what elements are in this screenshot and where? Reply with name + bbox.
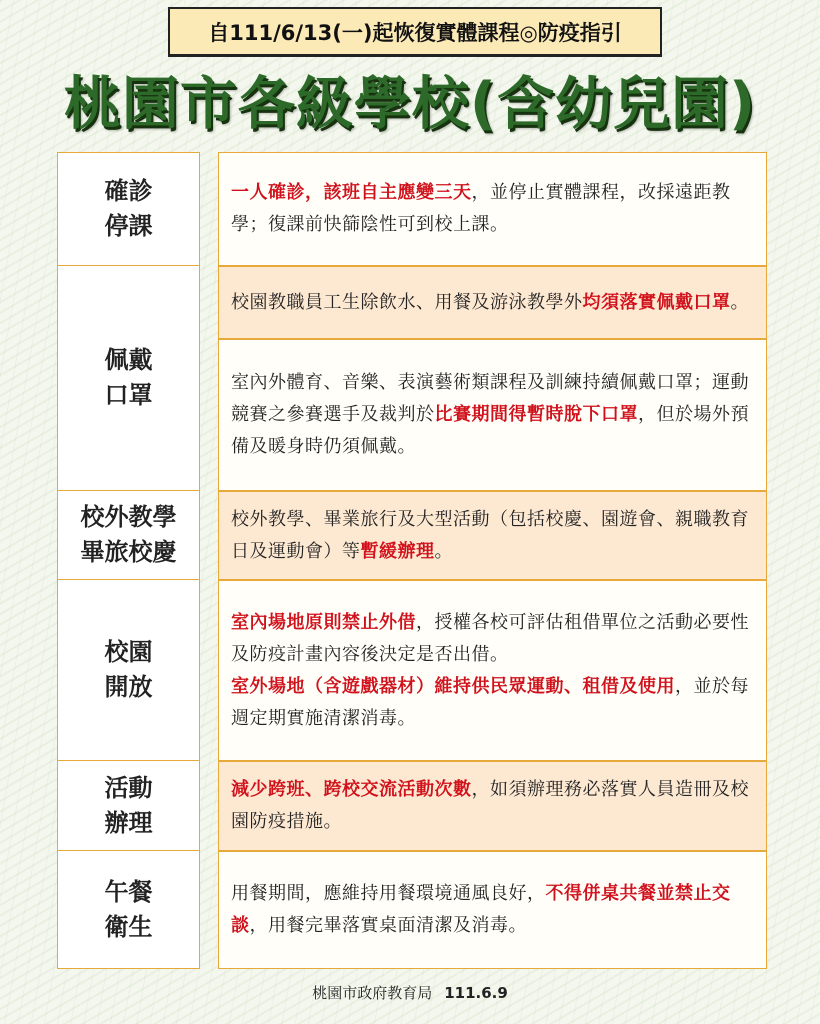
category-lunch-hygiene bbox=[57, 851, 200, 969]
guideline-cell bbox=[218, 152, 767, 266]
category-label-line2: 辦理 bbox=[104, 808, 153, 837]
body-text: ，並停止實體課程，改採遠距教學；復課前快篩陰性可到校上課。 bbox=[231, 182, 731, 235]
highlight-text: 減少跨班、跨校交流活動次數 bbox=[231, 779, 472, 800]
body-text: 校園教職員工生除飲水、用餐及游泳教學外 bbox=[231, 291, 583, 313]
category-label-line2: 衛生 bbox=[104, 912, 153, 941]
guideline-cell bbox=[218, 851, 767, 969]
category-field-trips bbox=[57, 491, 200, 580]
category-masks bbox=[57, 266, 200, 491]
guideline-cell bbox=[218, 266, 767, 339]
body-text: ，但於場外預備及暖身時仍須佩戴。 bbox=[231, 404, 749, 457]
body-text: ，並於每週定期實施清潔消毒。 bbox=[231, 675, 749, 729]
body-text: 校外教學、畢業旅行及大型活動（包括校慶、園遊會、親職教育日及運動會）等 bbox=[231, 508, 749, 562]
category-label-line1: 校外教學 bbox=[80, 503, 177, 532]
highlight-text: 室內場地原則禁止外借 bbox=[231, 611, 416, 633]
body-text: ，授權各校可評估租借單位之活動必要性及防疫計畫內容後決定是否出借。 bbox=[231, 611, 749, 665]
guideline-cell bbox=[218, 339, 767, 491]
category-label-line1: 確診 bbox=[104, 177, 153, 206]
highlight-text: 暫緩辦理 bbox=[360, 540, 435, 562]
category-label-line1: 校園 bbox=[104, 638, 153, 667]
page-title: 桃園市各級學校(含幼兒園) bbox=[63, 71, 757, 137]
guideline-cell bbox=[218, 761, 767, 851]
highlight-text: 均須落實佩戴口罩 bbox=[582, 291, 731, 313]
guideline-cell bbox=[218, 491, 767, 580]
body-text: 。 bbox=[730, 291, 749, 313]
header-banner: 自111/6/13(一)起恢復實體課程◎防疫指引 bbox=[168, 7, 662, 57]
category-label-line1: 佩戴 bbox=[104, 346, 153, 375]
footer bbox=[0, 982, 820, 1003]
highlight-text: 一人確診，該班自主應變三天 bbox=[231, 182, 472, 203]
category-confirmed-case bbox=[57, 152, 200, 266]
category-label-line1: 活動 bbox=[104, 773, 153, 802]
highlight-text: 比賽期間得暫時脫下口罩 bbox=[434, 404, 638, 425]
category-label-line2: 口罩 bbox=[104, 381, 153, 409]
issuer: 桃園市政府教育局 bbox=[312, 984, 433, 1002]
body-text: ，用餐完畢落實桌面清潔及消毒。 bbox=[249, 915, 527, 936]
category-label-line2: 開放 bbox=[104, 673, 153, 701]
guideline-cell bbox=[218, 580, 767, 761]
issue-date: 111.6.9 bbox=[444, 984, 508, 1002]
category-label-line2: 停課 bbox=[104, 212, 153, 240]
category-activities bbox=[57, 761, 200, 851]
highlight-text: 不得併桌共餐並禁止交談 bbox=[231, 883, 731, 936]
category-label-line2: 畢旅校慶 bbox=[80, 538, 177, 566]
body-text: 室內外體育、音樂、表演藝術類課程及訓練持續佩戴口罩；運動競賽之參賽選手及裁判於 bbox=[231, 372, 749, 425]
body-text: 用餐期間，應維持用餐環境通風良好， bbox=[231, 883, 546, 904]
category-label-line1: 午餐 bbox=[104, 877, 153, 906]
highlight-text: 室外場地（含遊戲器材）維持供民眾運動、租借及使用 bbox=[231, 675, 675, 697]
body-text: ，如須辦理務必落實人員造冊及校園防疫措施。 bbox=[231, 779, 749, 832]
body-text: 。 bbox=[434, 540, 453, 562]
category-campus-opening bbox=[57, 580, 200, 761]
